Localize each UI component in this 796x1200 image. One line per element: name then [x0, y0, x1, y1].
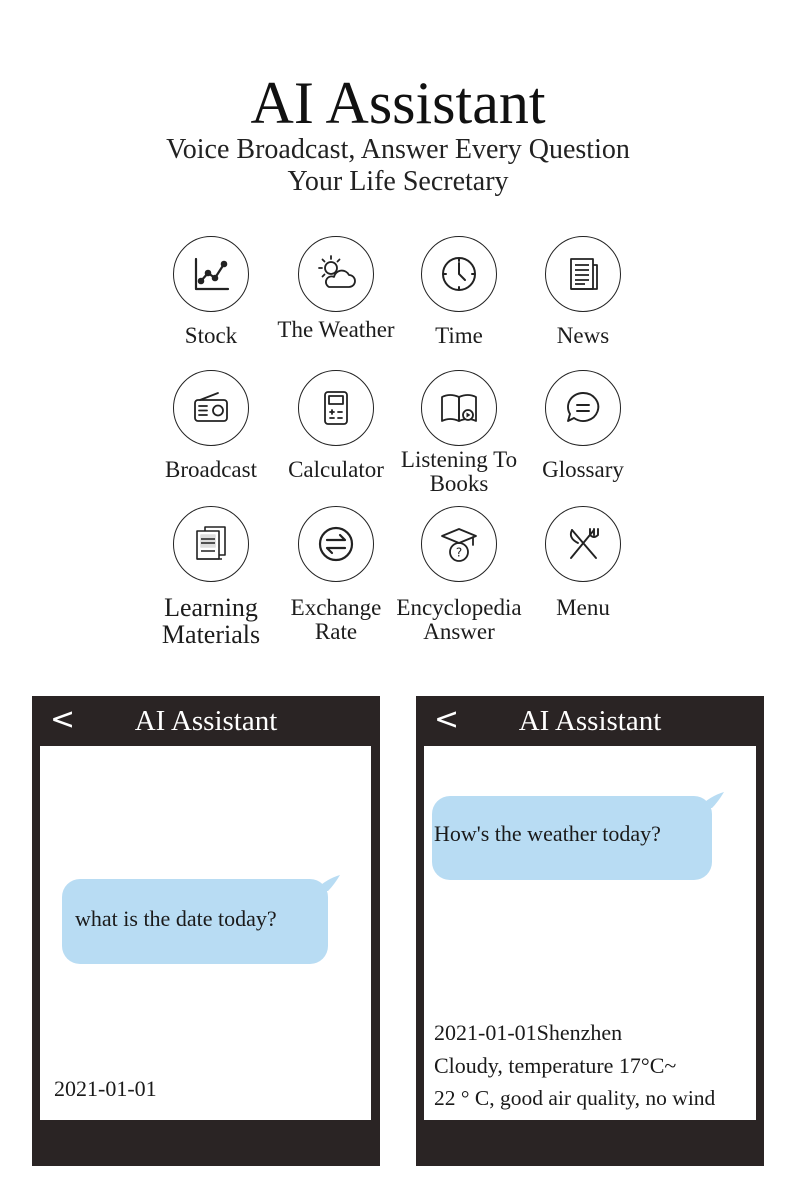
- feature-news[interactable]: [508, 236, 658, 348]
- feature-label: Listening To Books: [400, 447, 518, 496]
- phone-title: AI Assistant: [518, 705, 662, 737]
- answer-line-2: Cloudy, temperature 17°C~: [434, 1053, 677, 1078]
- audiobook-icon: [421, 370, 497, 446]
- fork-knife-icon: [545, 506, 621, 582]
- answer-text: 2021-01-01: [54, 1076, 157, 1101]
- feature-label: The Weather: [277, 317, 395, 342]
- feature-label: Calculator: [288, 457, 384, 482]
- phone-header: [416, 696, 764, 746]
- feature-label: Stock: [184, 323, 238, 348]
- feature-glossary[interactable]: [508, 370, 658, 482]
- radio-icon: [173, 370, 249, 446]
- feature-label: Learning Materials: [161, 593, 261, 649]
- answer-line-3: 22 ° C, good air quality, no wind: [434, 1086, 716, 1110]
- phone-header: [32, 696, 380, 746]
- page-title: AI Assistant: [250, 70, 546, 136]
- chat-screen: [424, 746, 756, 1120]
- phone-right: [416, 696, 764, 1166]
- documents-icon: [173, 506, 249, 582]
- phone-title: AI Assistant: [134, 705, 278, 737]
- news-icon: [545, 236, 621, 312]
- chat-bubble-icon: [545, 370, 621, 446]
- back-icon[interactable]: <: [434, 702, 460, 737]
- feature-label: Time: [435, 323, 483, 348]
- feature-label: Glossary: [542, 457, 624, 482]
- phone-left: [32, 696, 380, 1166]
- feature-menu[interactable]: [508, 506, 658, 620]
- stock-chart-icon: [173, 236, 249, 312]
- subtitle-line-1: Voice Broadcast, Answer Every Question: [166, 134, 630, 165]
- svg-text:?: ?: [455, 545, 463, 560]
- question-bubble: [432, 796, 712, 880]
- feature-label: Menu: [556, 595, 610, 620]
- feature-label: Encyclopedia Answer: [396, 595, 522, 644]
- feature-label: News: [556, 323, 610, 348]
- subtitle-line-2: Your Life Secretary: [287, 166, 509, 197]
- chat-screen: [40, 746, 371, 1120]
- question-bubble: [62, 879, 328, 964]
- bubble-tail: [698, 792, 724, 808]
- bubble-tail: [314, 875, 340, 891]
- weather-icon: [298, 236, 374, 312]
- calculator-icon: [298, 370, 374, 446]
- question-text: what is the date today?: [75, 906, 277, 931]
- question-text: How's the weather today?: [434, 821, 661, 846]
- clock-icon: [421, 236, 497, 312]
- exchange-icon: [298, 506, 374, 582]
- answer-line-1: 2021-01-01Shenzhen: [434, 1020, 623, 1045]
- graduation-cap-icon: [421, 506, 497, 582]
- back-icon[interactable]: <: [50, 702, 76, 737]
- feature-label: Exchange Rate: [290, 595, 382, 644]
- feature-label: Broadcast: [165, 457, 257, 482]
